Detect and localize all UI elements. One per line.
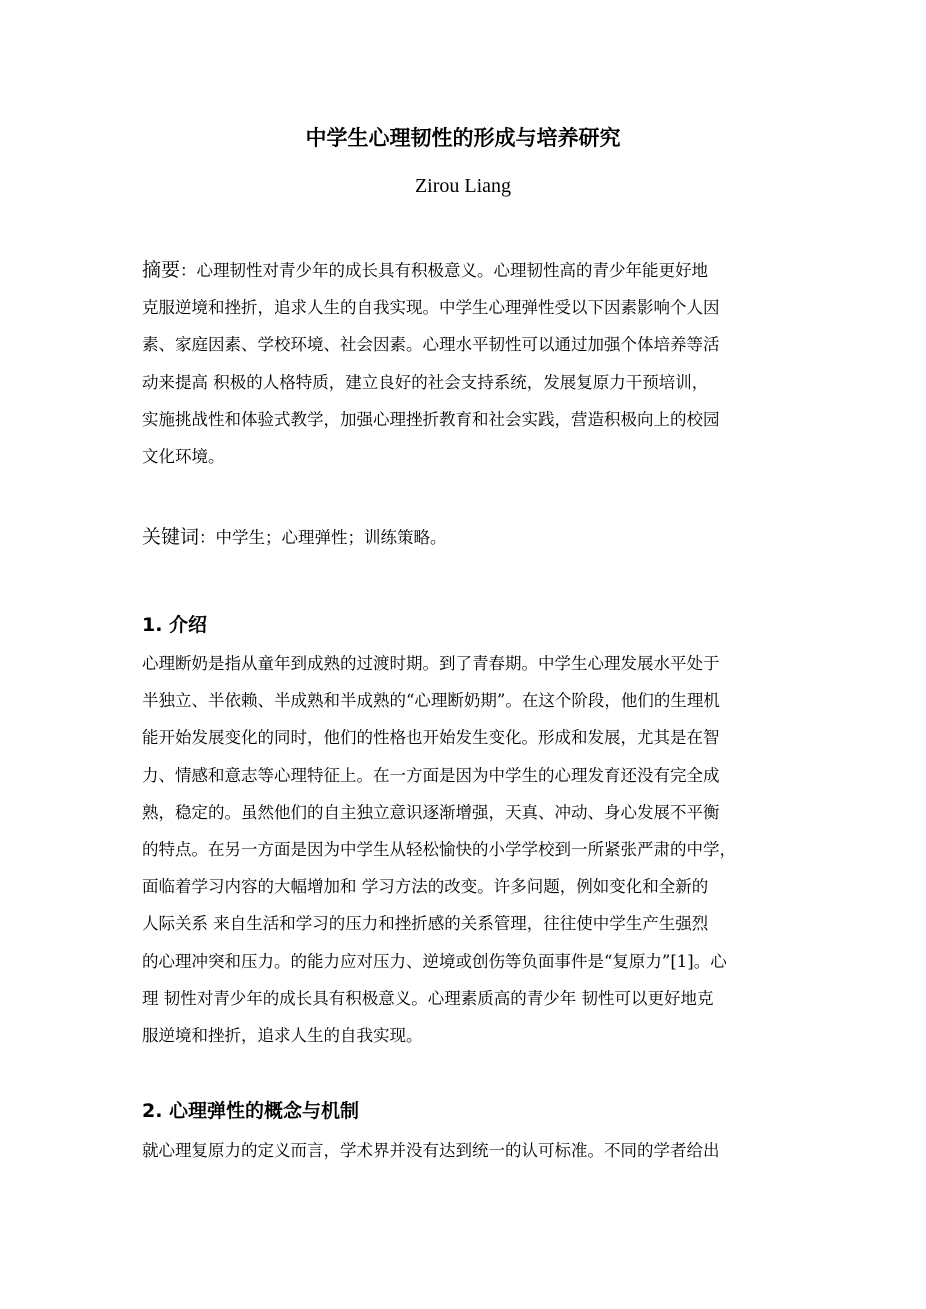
abstract-line: 动来提高 积极的人格特质，建立良好的社会支持系统，发展复原力干预培训， [142, 372, 709, 392]
body-line: 力、情感和意志等心理特征上。在一方面是因为中学生的心理发育还没有完全成 [142, 765, 720, 785]
body-line: 面临着学习内容的大幅增加和 学习方法的改变。许多问题，例如变化和全新的 [142, 877, 709, 897]
body-line: 服逆境和挫折，追求人生的自我实现。 [142, 1026, 423, 1046]
abstract-line: 素、家庭因素、学校环境、社会因素。心理水平韧性可以通过加强个体培养等活 [142, 335, 720, 355]
section-1-body [142, 645, 798, 1054]
section-2-body [142, 1132, 798, 1169]
keywords-line [142, 519, 798, 556]
keywords-text: ：中学生；心理弹性；训练策略。 [199, 528, 447, 547]
body-line: 能开始发展变化的同时，他们的性格也开始发生变化。形成和发展，尤其是在智 [142, 728, 720, 748]
body-line: 理 韧性对青少年的成长具有积极意义。心理素质高的青少年 韧性可以更好地克 [142, 988, 714, 1008]
abstract-line: 实施挑战性和体验式教学，加强心理挫折教育和社会实践，营造积极向上的校园 [142, 409, 720, 429]
keywords [142, 519, 798, 556]
abstract-line: 克服逆境和挫折，追求人生的自我实现。中学生心理弹性受以下因素影响个人因 [142, 298, 720, 318]
body-line: 熟，稳定的。虽然他们的自主独立意识逐渐增强，天真、冲动、身心发展不平衡 [142, 802, 720, 822]
abstract [142, 252, 798, 475]
body-line: 的特点。在另一方面是因为中学生从轻松愉快的小学学校到一所紧张严肃的中学， [142, 840, 736, 860]
abstract-line: 摘要：心理韧性对青少年的成长具有积极意义。心理韧性高的青少年能更好地 [142, 259, 709, 281]
paper-title: 中学生心理韧性的形成与培养研究 [305, 126, 621, 150]
body-line: 的心理冲突和压力。的能力应对压力、逆境或创伤等负面事件是“复原力”[1]。心 [142, 951, 727, 971]
body-line: 心理断奶是指从童年到成熟的过渡时期。到了青春期。中学生心理发展水平处于 [142, 654, 720, 673]
body-line: 人际关系 来自生活和学习的压力和挫折感的关系管理，往往使中学生产生强烈 [142, 914, 709, 934]
section-1-heading: 1. 介绍 [142, 614, 208, 636]
author-name: Zirou Liang [414, 175, 512, 197]
abstract-label: 摘要 [142, 259, 181, 281]
abstract-line: 文化环境。 [142, 447, 225, 467]
body-line: 半独立、半依赖、半成熟和半成熟的“心理断奶期”。在这个阶段，他们的生理机 [142, 691, 720, 711]
keywords-label: 关键词 [142, 526, 200, 548]
section-2-heading: 2. 心理弹性的概念与机制 [142, 1100, 360, 1122]
body-line: 就心理复原力的定义而言，学术界并没有达到统一的认可标准。不同的学者给出 [142, 1141, 720, 1160]
